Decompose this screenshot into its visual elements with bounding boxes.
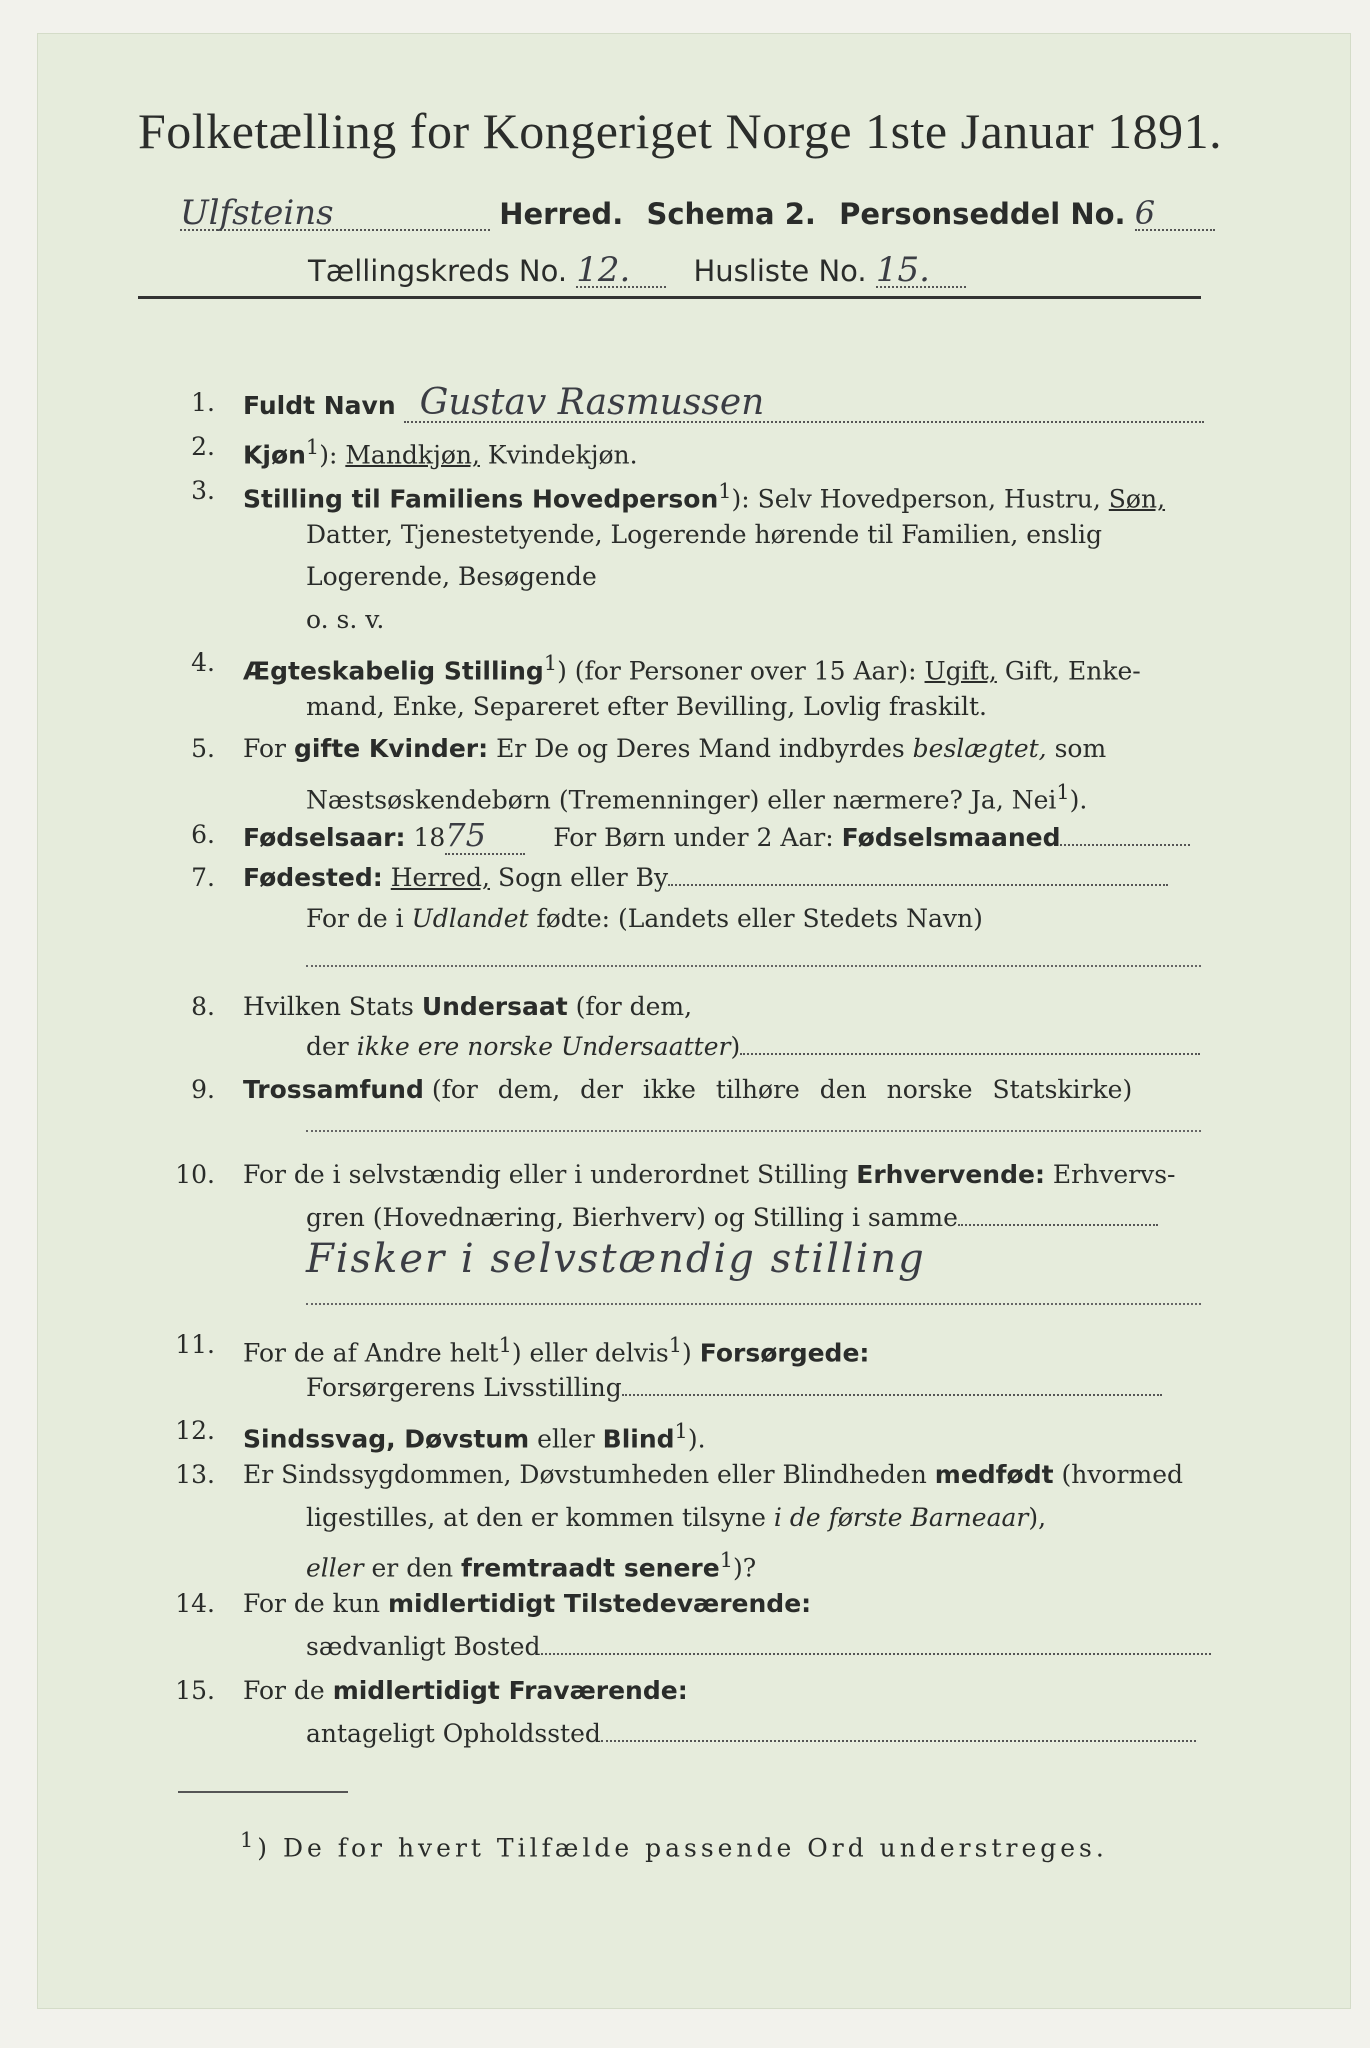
item-6: Fødselsaar: 1875 For Børn under 2 Aar: Fødselsmaaned — [243, 820, 1190, 855]
item-15-line-2: antageligt Opholdssted — [306, 1719, 1196, 1749]
item-2: Kjøn$^1$): Mandkjøn, Kvindekjøn. — [243, 435, 638, 470]
item-5-line-1: For gifte Kvinder: Er De og Deres Mand indbyrdes beslægtet, som — [243, 734, 1107, 763]
item-7-blank-line — [306, 965, 1201, 967]
birthplace-selected: Herred, — [390, 863, 490, 892]
item-8-line-1: Hvilken Stats Undersaat (for dem, — [243, 992, 693, 1021]
item-14-label: midlertidigt Tilstedeværende: — [387, 1589, 812, 1618]
item-15-line-1: For de midlertidigt Fraværende: — [243, 1676, 688, 1705]
item-9-blank-line — [306, 1130, 1201, 1132]
item-8-line-2: der ikke ere norske Undersaatter) — [306, 1032, 1200, 1062]
item-10-line-2: gren (Hovednæring, Bierhverv) og Stilling i samme — [306, 1203, 1158, 1233]
item-5-number: 5. — [191, 734, 215, 763]
herred-line — [180, 193, 1215, 233]
herred-value: Ulfsteins — [180, 193, 334, 233]
item-7-line-2: For de i Udlandet fødte: (Landets eller Stedets Navn) — [306, 904, 983, 933]
item-13-line-1: Er Sindssygdommen, Døvstumheden eller Blindheden medfødt (hvormed — [243, 1460, 1184, 1489]
item-1-number: 1. — [191, 388, 215, 417]
item-14-number: 14. — [175, 1589, 215, 1618]
item-12-label: Sindssvag, Døvstum — [243, 1424, 530, 1454]
full-name-value: Gustav Rasmussen — [419, 382, 765, 423]
item-2-number: 2. — [191, 432, 215, 461]
item-3-line-2: Datter, Tjenestetyende, Logerende hørende til Familien, enslig — [306, 520, 1103, 549]
item-10-label: Erhvervende: — [856, 1160, 1045, 1189]
sex-selected-option: Mandkjøn, — [345, 440, 480, 470]
item-9: Trossamfund (for dem, der ikke tilhøre den norske Statskirke) — [243, 1075, 1133, 1104]
item-12-number: 12. — [175, 1416, 215, 1445]
taellingskreds-value: 12. — [576, 250, 631, 290]
item-13-line-3: eller er den fremtraadt senere$^1$)? — [306, 1548, 757, 1583]
taellingskreds-line — [308, 250, 966, 290]
item-3-line-1: Stilling til Familiens Hovedperson$^1$): Selv Hovedperson, Hustru, Søn, — [243, 479, 1166, 514]
item-12: Sindssvag, Døvstum eller Blind$^1$). — [243, 1419, 706, 1454]
item-9-number: 9. — [191, 1075, 215, 1104]
item-13-line-2: ligestilles, at den er kommen tilsyne i de første Barneaar), — [306, 1503, 1047, 1532]
item-3-line-4: o. s. v. — [306, 605, 385, 634]
item-11-line-1: For de af Andre helt$^1$) eller delvis$^1$) Forsørgede: — [243, 1333, 870, 1368]
item-5-label: gifte Kvinder: — [293, 734, 489, 763]
item-9-label: Trossamfund — [243, 1075, 424, 1104]
header-rule — [138, 296, 1201, 299]
item-11-line-2: Forsørgerens Livsstilling — [306, 1373, 1162, 1403]
item-1-label: Fuldt Navn — [243, 391, 396, 420]
schema-label: Schema 2. — [646, 197, 816, 231]
footnote: $^1$) De for hvert Tilfælde passende Ord understreges. — [240, 1828, 1108, 1863]
item-10-blank-line — [306, 1303, 1201, 1305]
personseddel-value: 6 — [1134, 194, 1156, 232]
item-14-line-1: For de kun midlertidigt Tilstedeværende: — [243, 1589, 812, 1618]
census-form-page — [38, 34, 1350, 2008]
item-4-number: 4. — [191, 648, 215, 677]
form-title: Folketælling for Kongeriget Norge 1ste Januar 1891. — [138, 103, 1223, 159]
item-13-label: medfødt — [934, 1460, 1054, 1489]
item-8-label: Undersaat — [421, 992, 568, 1021]
item-8-number: 8. — [191, 992, 215, 1021]
item-2-label: Kjøn — [243, 440, 306, 470]
item-5-line-2: Næstsøskendebørn (Tremenninger) eller nærmere? Ja, Nei$^1$). — [306, 780, 1088, 815]
item-4-line-1: Ægteskabelig Stilling$^1$) (for Personer over 15 Aar): Ugift, Gift, Enke- — [243, 651, 1141, 686]
item-6-number: 6. — [191, 820, 215, 849]
item-6-label: Fødselsaar: — [243, 823, 406, 852]
item-3-label: Stilling til Familiens Hovedperson — [243, 484, 719, 514]
item-3-line-3: Logerende, Besøgende — [306, 562, 597, 591]
item-14-line-2: sædvanligt Bosted — [306, 1632, 1211, 1662]
personseddel-label: Personseddel No. — [839, 197, 1126, 231]
family-position-selected: Søn, — [1108, 484, 1166, 514]
occupation-value: Fisker i selvstændig stilling — [306, 1236, 926, 1282]
item-11-number: 11. — [175, 1330, 215, 1359]
item-4-label: Ægteskabelig Stilling — [243, 656, 544, 686]
item-10-line-1: For de i selvstændig eller i underordnet Stilling Erhvervende: Erhvervs- — [243, 1160, 1176, 1189]
husliste-value: 15. — [875, 250, 930, 290]
item-7-line-1: Fødested: Herred, Sogn eller By — [243, 863, 1168, 893]
item-7-number: 7. — [191, 863, 215, 892]
item-15-number: 15. — [175, 1676, 215, 1705]
husliste-label: Husliste No. — [693, 254, 867, 288]
marital-status-selected: Ugift, — [924, 656, 997, 686]
herred-label: Herred. — [499, 197, 624, 231]
taellingskreds-label: Tællingskreds No. — [308, 254, 568, 288]
item-13-number: 13. — [175, 1460, 215, 1489]
birth-year-value: 75 — [445, 816, 486, 854]
item-11-label: Forsørgede: — [699, 1338, 870, 1368]
item-4-line-2: mand, Enke, Separeret efter Bevilling, Lovlig fraskilt. — [306, 692, 987, 721]
footnote-rule — [178, 1791, 348, 1793]
item-3-number: 3. — [191, 476, 215, 505]
item-1 — [243, 382, 1204, 423]
item-10-value-line — [306, 1236, 926, 1282]
item-15-label: midlertidigt Fraværende: — [332, 1676, 688, 1705]
item-7-label: Fødested: — [243, 863, 383, 892]
item-10-number: 10. — [175, 1160, 215, 1189]
item-6-label-2: Fødselsmaaned — [841, 823, 1061, 852]
